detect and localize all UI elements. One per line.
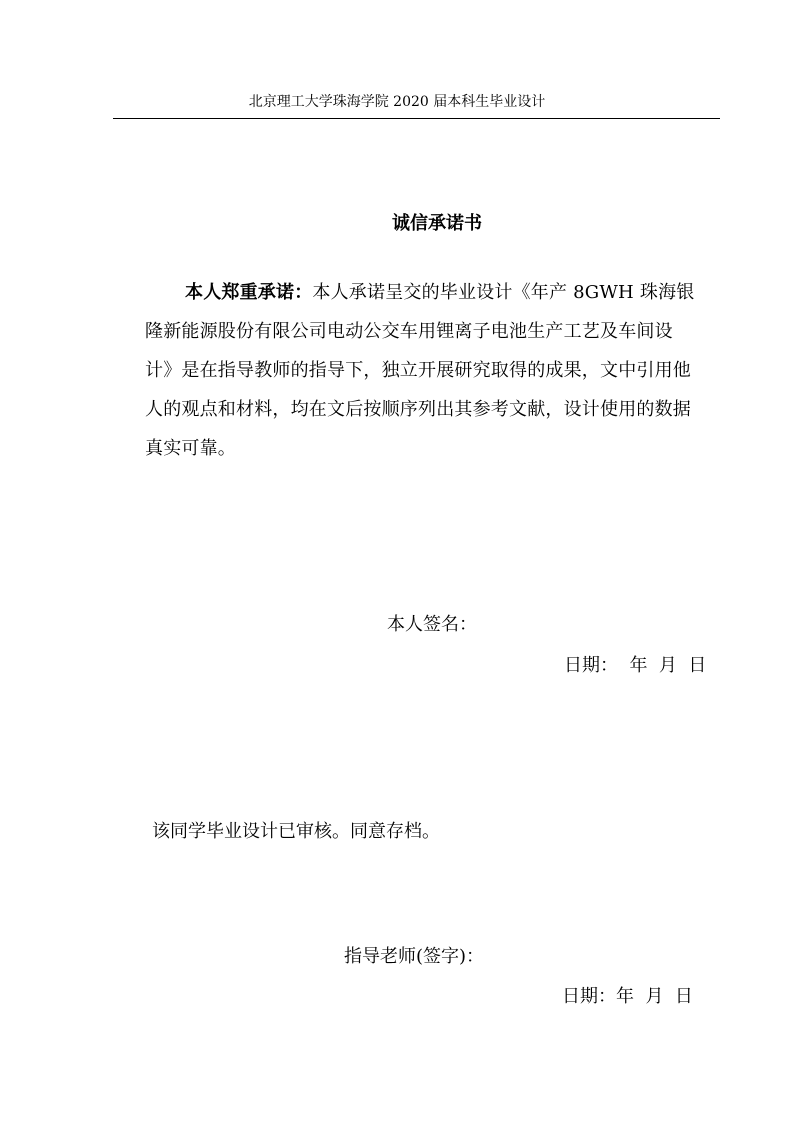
page-header: 北京理工大学珠海学院 2020 届本科生毕业设计 xyxy=(248,94,546,110)
student-date-label: 日期： 年 月 日 xyxy=(564,655,707,676)
document-title: 诚信承诺书 xyxy=(392,213,482,234)
student-signature-label: 本人签名： xyxy=(387,614,477,635)
advisor-signature-label: 指导老师(签字)： xyxy=(344,946,485,967)
pledge-paragraph xyxy=(145,273,700,468)
advisor-date-label: 日期：年 月 日 xyxy=(562,986,693,1007)
pledge-body: 本人承诺呈交的毕业设计《年产 8GWH 珠海银隆新能源股份有限公司电动公交车用锂离子电池生产工艺及车间设计》是在指导教师的指导下，独立开展研究取得的成果，文中引用他人的观点和材料，均在文后按顺序列出其参考文献，设计使用的数据真实可靠。 xyxy=(145,282,695,459)
header-divider xyxy=(113,118,720,119)
review-statement: 该同学毕业设计已审核。同意存档。 xyxy=(152,821,440,842)
pledge-lead: 本人郑重承诺： xyxy=(185,282,313,303)
